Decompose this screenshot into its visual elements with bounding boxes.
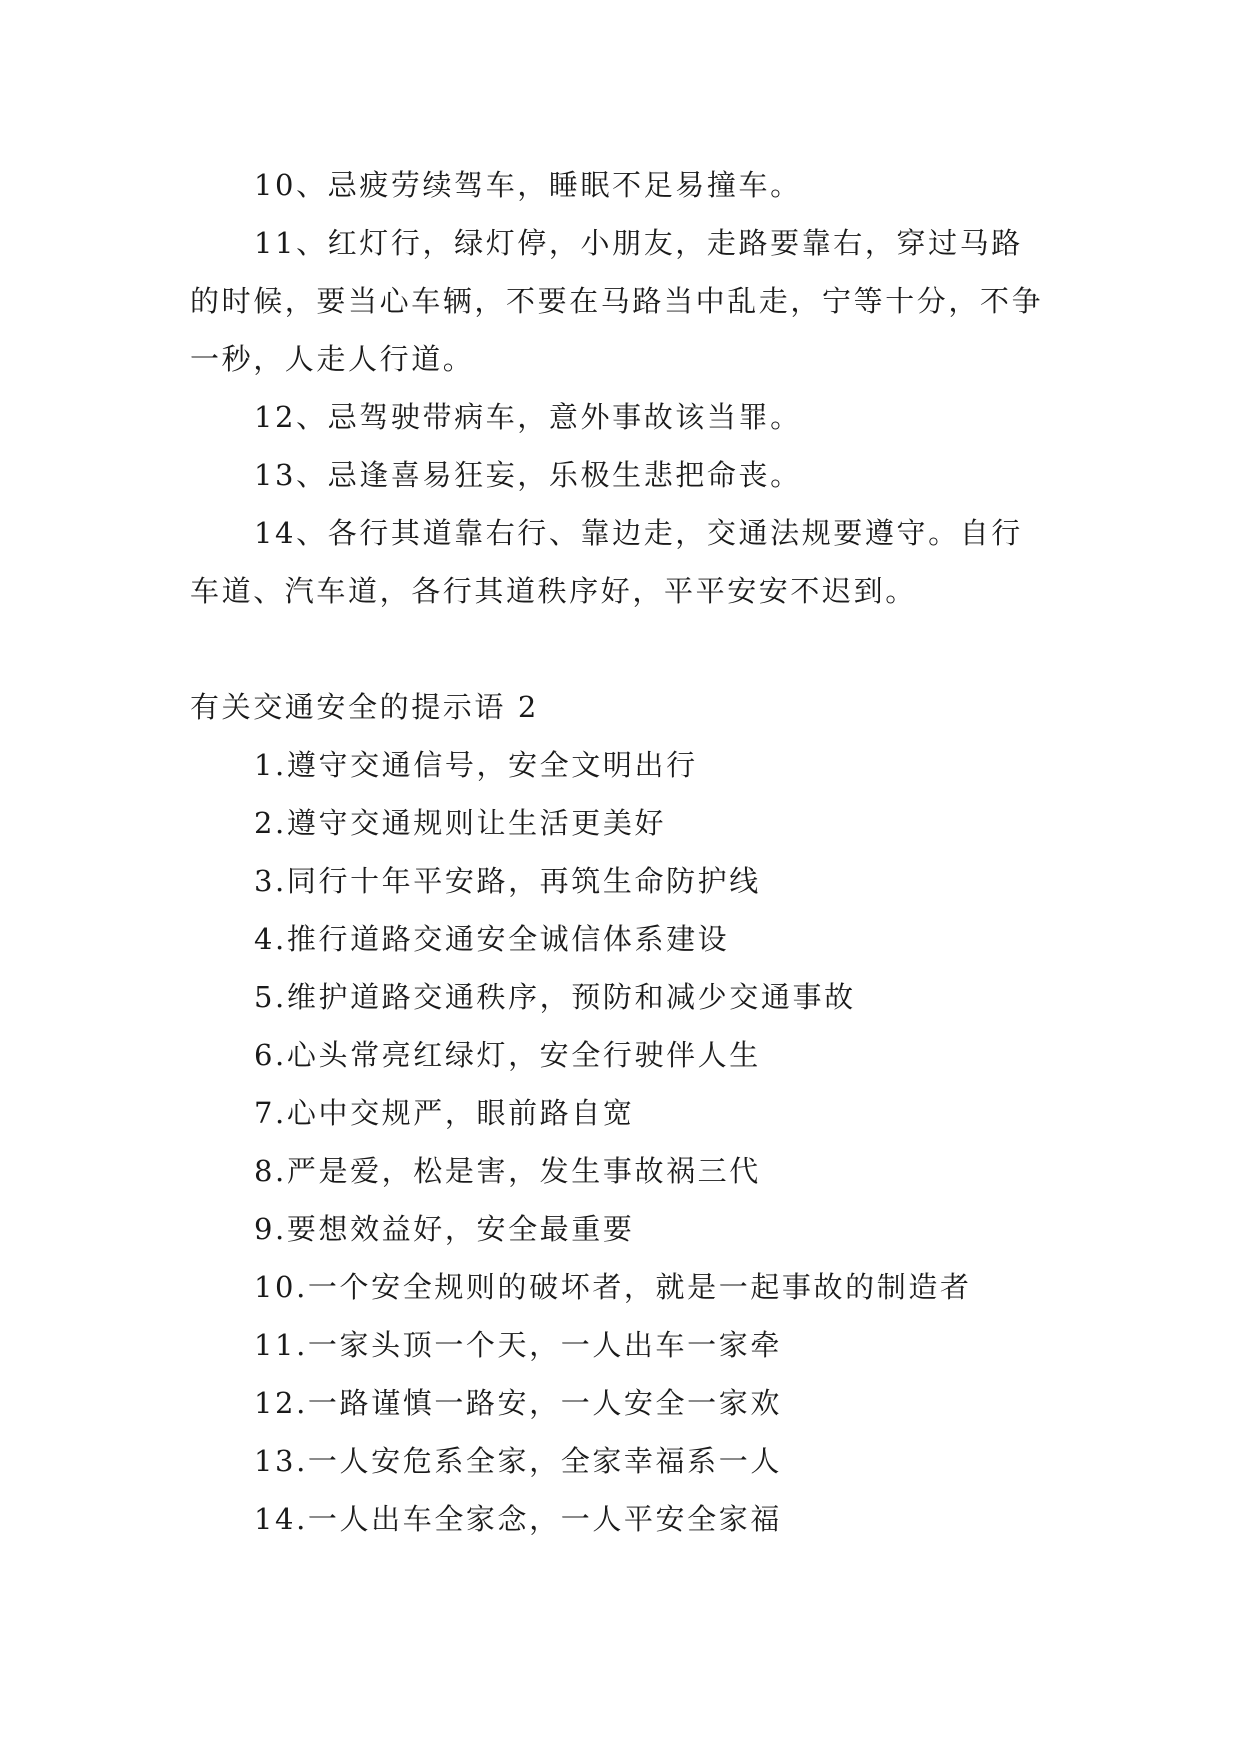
list-item: 11.一家头顶一个天，一人出车一家牵 bbox=[254, 1328, 782, 1362]
list-item: 13.一人安危系全家，全家幸福系一人 bbox=[254, 1444, 782, 1478]
list-item: 10.一个安全规则的破坏者，就是一起事故的制造者 bbox=[254, 1270, 972, 1304]
list-item: 9.要想效益好，安全最重要 bbox=[254, 1212, 635, 1246]
list-item: 8.严是爱，松是害，发生事故祸三代 bbox=[254, 1154, 761, 1188]
section-heading: 有关交通安全的提示语 2 bbox=[190, 690, 539, 724]
paragraph-item-11: 11、红灯行，绿灯停，小朋友，走路要靠右，穿过马路的时候，要当心车辆，不要在马路当中乱走，宁等十分，不争一秒，人走人行道。 bbox=[190, 226, 1044, 376]
list-item: 7.心中交规严，眼前路自宽 bbox=[254, 1096, 635, 1130]
list-item: 3.同行十年平安路，再筑生命防护线 bbox=[254, 864, 761, 898]
paragraph-item-14: 14、各行其道靠右行、靠边走，交通法规要遵守。自行车道、汽车道，各行其道秩序好，平平安安不迟到。 bbox=[190, 516, 1023, 608]
list-item: 1.遵守交通信号，安全文明出行 bbox=[254, 748, 698, 782]
list-item: 5.维护道路交通秩序，预防和减少交通事故 bbox=[254, 980, 856, 1014]
list-item: 4.推行道路交通安全诚信体系建设 bbox=[254, 922, 730, 956]
list-item: 6.心头常亮红绿灯，安全行驶伴人生 bbox=[254, 1038, 761, 1072]
list-item: 14.一人出车全家念，一人平安全家福 bbox=[254, 1502, 782, 1536]
list-item: 12.一路谨慎一路安，一人安全一家欢 bbox=[254, 1386, 782, 1420]
paragraph-item-10: 10、忌疲劳续驾车，睡眠不足易撞车。 bbox=[254, 168, 802, 202]
paragraph-item-12: 12、忌驾驶带病车，意外事故该当罪。 bbox=[254, 400, 802, 434]
list-item: 2.遵守交通规则让生活更美好 bbox=[254, 806, 667, 840]
paragraph-item-13: 13、忌逢喜易狂妄，乐极生悲把命丧。 bbox=[254, 458, 802, 492]
